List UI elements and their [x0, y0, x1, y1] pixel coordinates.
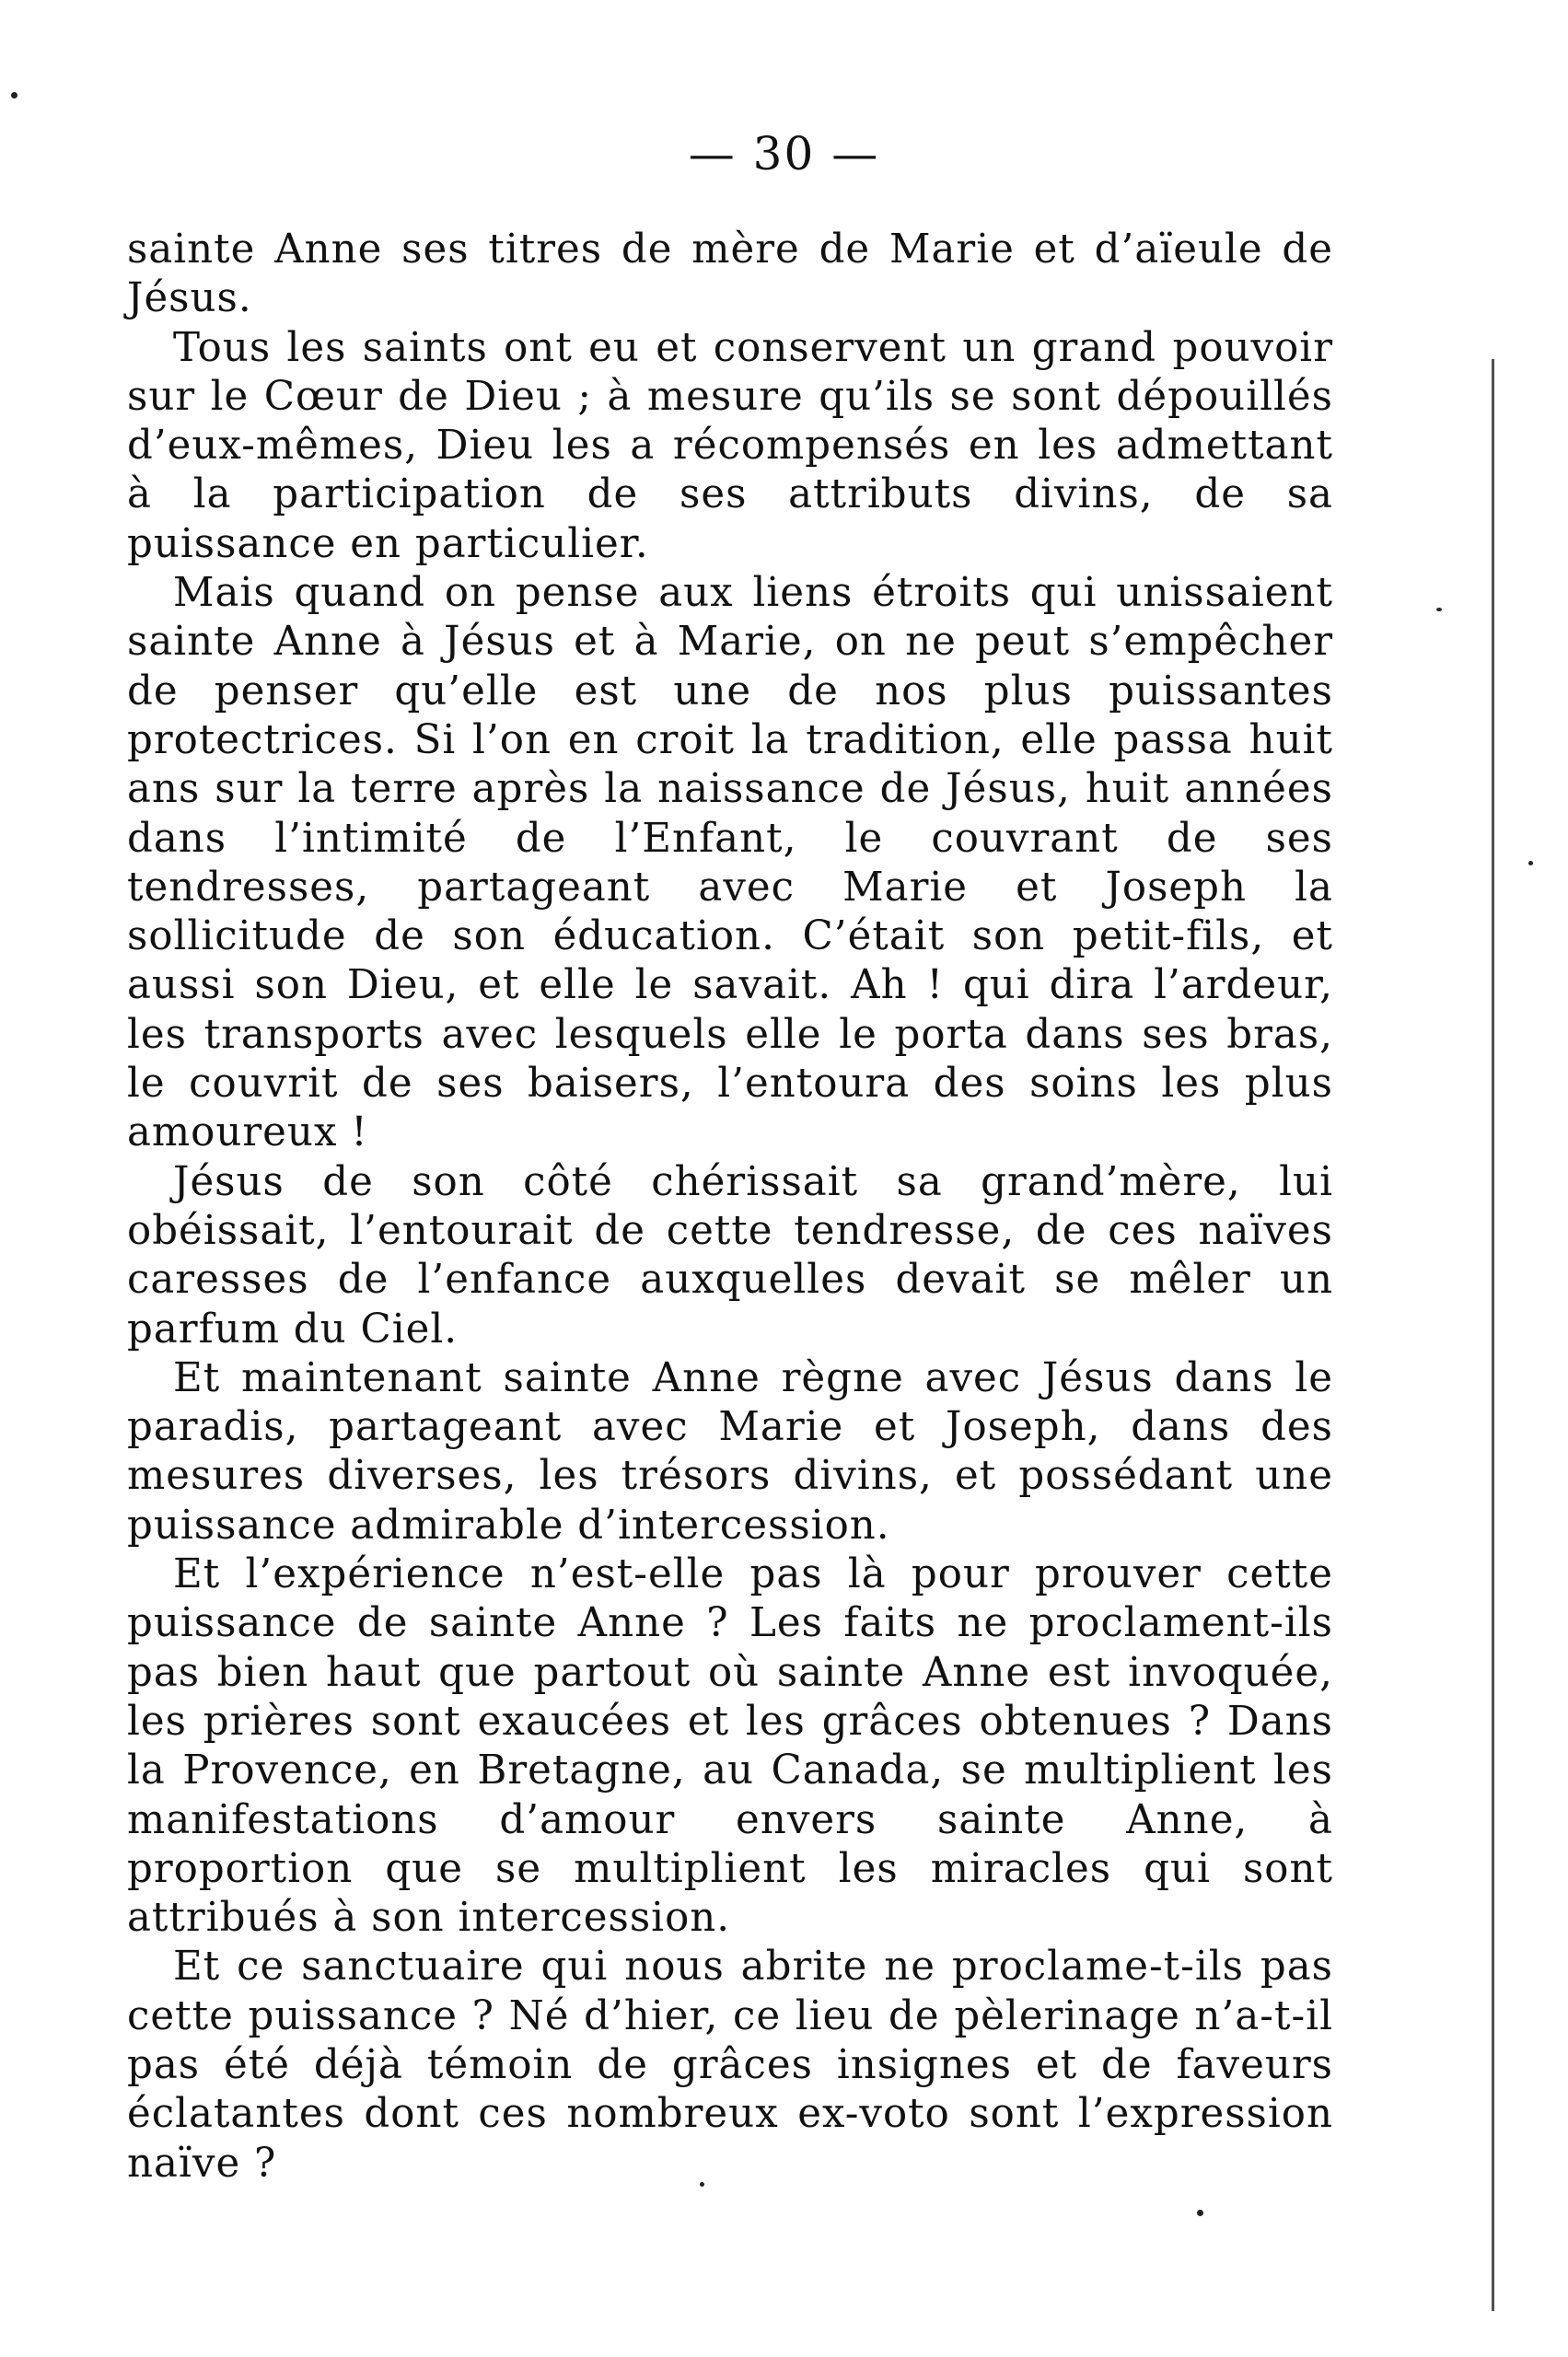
paragraph-6: Et l’expérience n’est-elle pas là pour prouver cette puissance de sainte Anne ? Les faits ne proclament-ils pas bien haut que partout où sainte Anne est invoquée, les prières sont exaucées et les grâces obtenues ? Dans la Provence, en Bretagne, au Canada, se multiplient les manifestations d’amour envers sainte Anne, à proportion que se multiplient les miracles qui sont attribués à son intercession. [127, 1551, 1333, 1942]
paragraph-3: Mais quand on pense aux liens étroits qui unissaient sainte Anne à Jésus et à Marie, on ne peut s’empêcher de penser qu’elle est une de nos plus puissantes protectrices. Si l’on en croit la tradition, elle passa huit ans sur la terre après la naissance de Jésus, huit années dans l’intimité de l’Enfant, le couvrant de ses tendresses, partageant avec Marie et Joseph la sollicitude de son éducation. C’était son petit-fils, et aussi son Dieu, et elle le savait. Ah ! qui dira l’ardeur, les transports avec lesquels elle le porta dans ses bras, le couvrit de ses baisers, l’entoura des soins les plus amoureux ! [127, 570, 1333, 1156]
print-speck [1436, 608, 1442, 611]
print-speck [11, 92, 17, 99]
print-speck [1528, 861, 1533, 865]
page-number: — 30 — [688, 127, 880, 180]
binding-edge-line [1492, 359, 1494, 2311]
paragraph-5: Et maintenant sainte Anne règne avec Jésus dans le paradis, partageant avec Marie et Joseph, dans des mesures diverses, les trésors divins, et possédant une puissance admirable d’intercession. [127, 1354, 1333, 1549]
paragraph-1: sainte Anne ses titres de mère de Marie et d’aïeule de Jésus. [127, 226, 1333, 322]
print-speck [1197, 2210, 1203, 2216]
paragraph-7: Et ce sanctuaire qui nous abrite ne proclame-t-ils pas cette puissance ? Né d’hier, ce lieu de pèlerinage n’a-t-il pas été déjà témoin de grâces insignes et de faveurs éclatantes dont ces nombreux ex-voto sont l’expression naïve ? [127, 1944, 1333, 2187]
paragraph-4: Jésus de son côté chérissait sa grand’mère, lui obéissait, l’entourait de cette tendresse, de ces naïves caresses de l’enfance auxquelles devait se mêler un parfum du Ciel. [127, 1158, 1333, 1353]
print-speck [700, 2182, 704, 2187]
paragraph-2: Tous les saints ont eu et conservent un grand pouvoir sur le Cœur de Dieu ; à mesure qu’ils se sont dépouillés d’eux-mêmes, Dieu les a récompensés en les admettant à la participation de ses attributs divins, de sa puissance en particulier. [127, 324, 1333, 567]
body-text [127, 226, 1333, 2189]
